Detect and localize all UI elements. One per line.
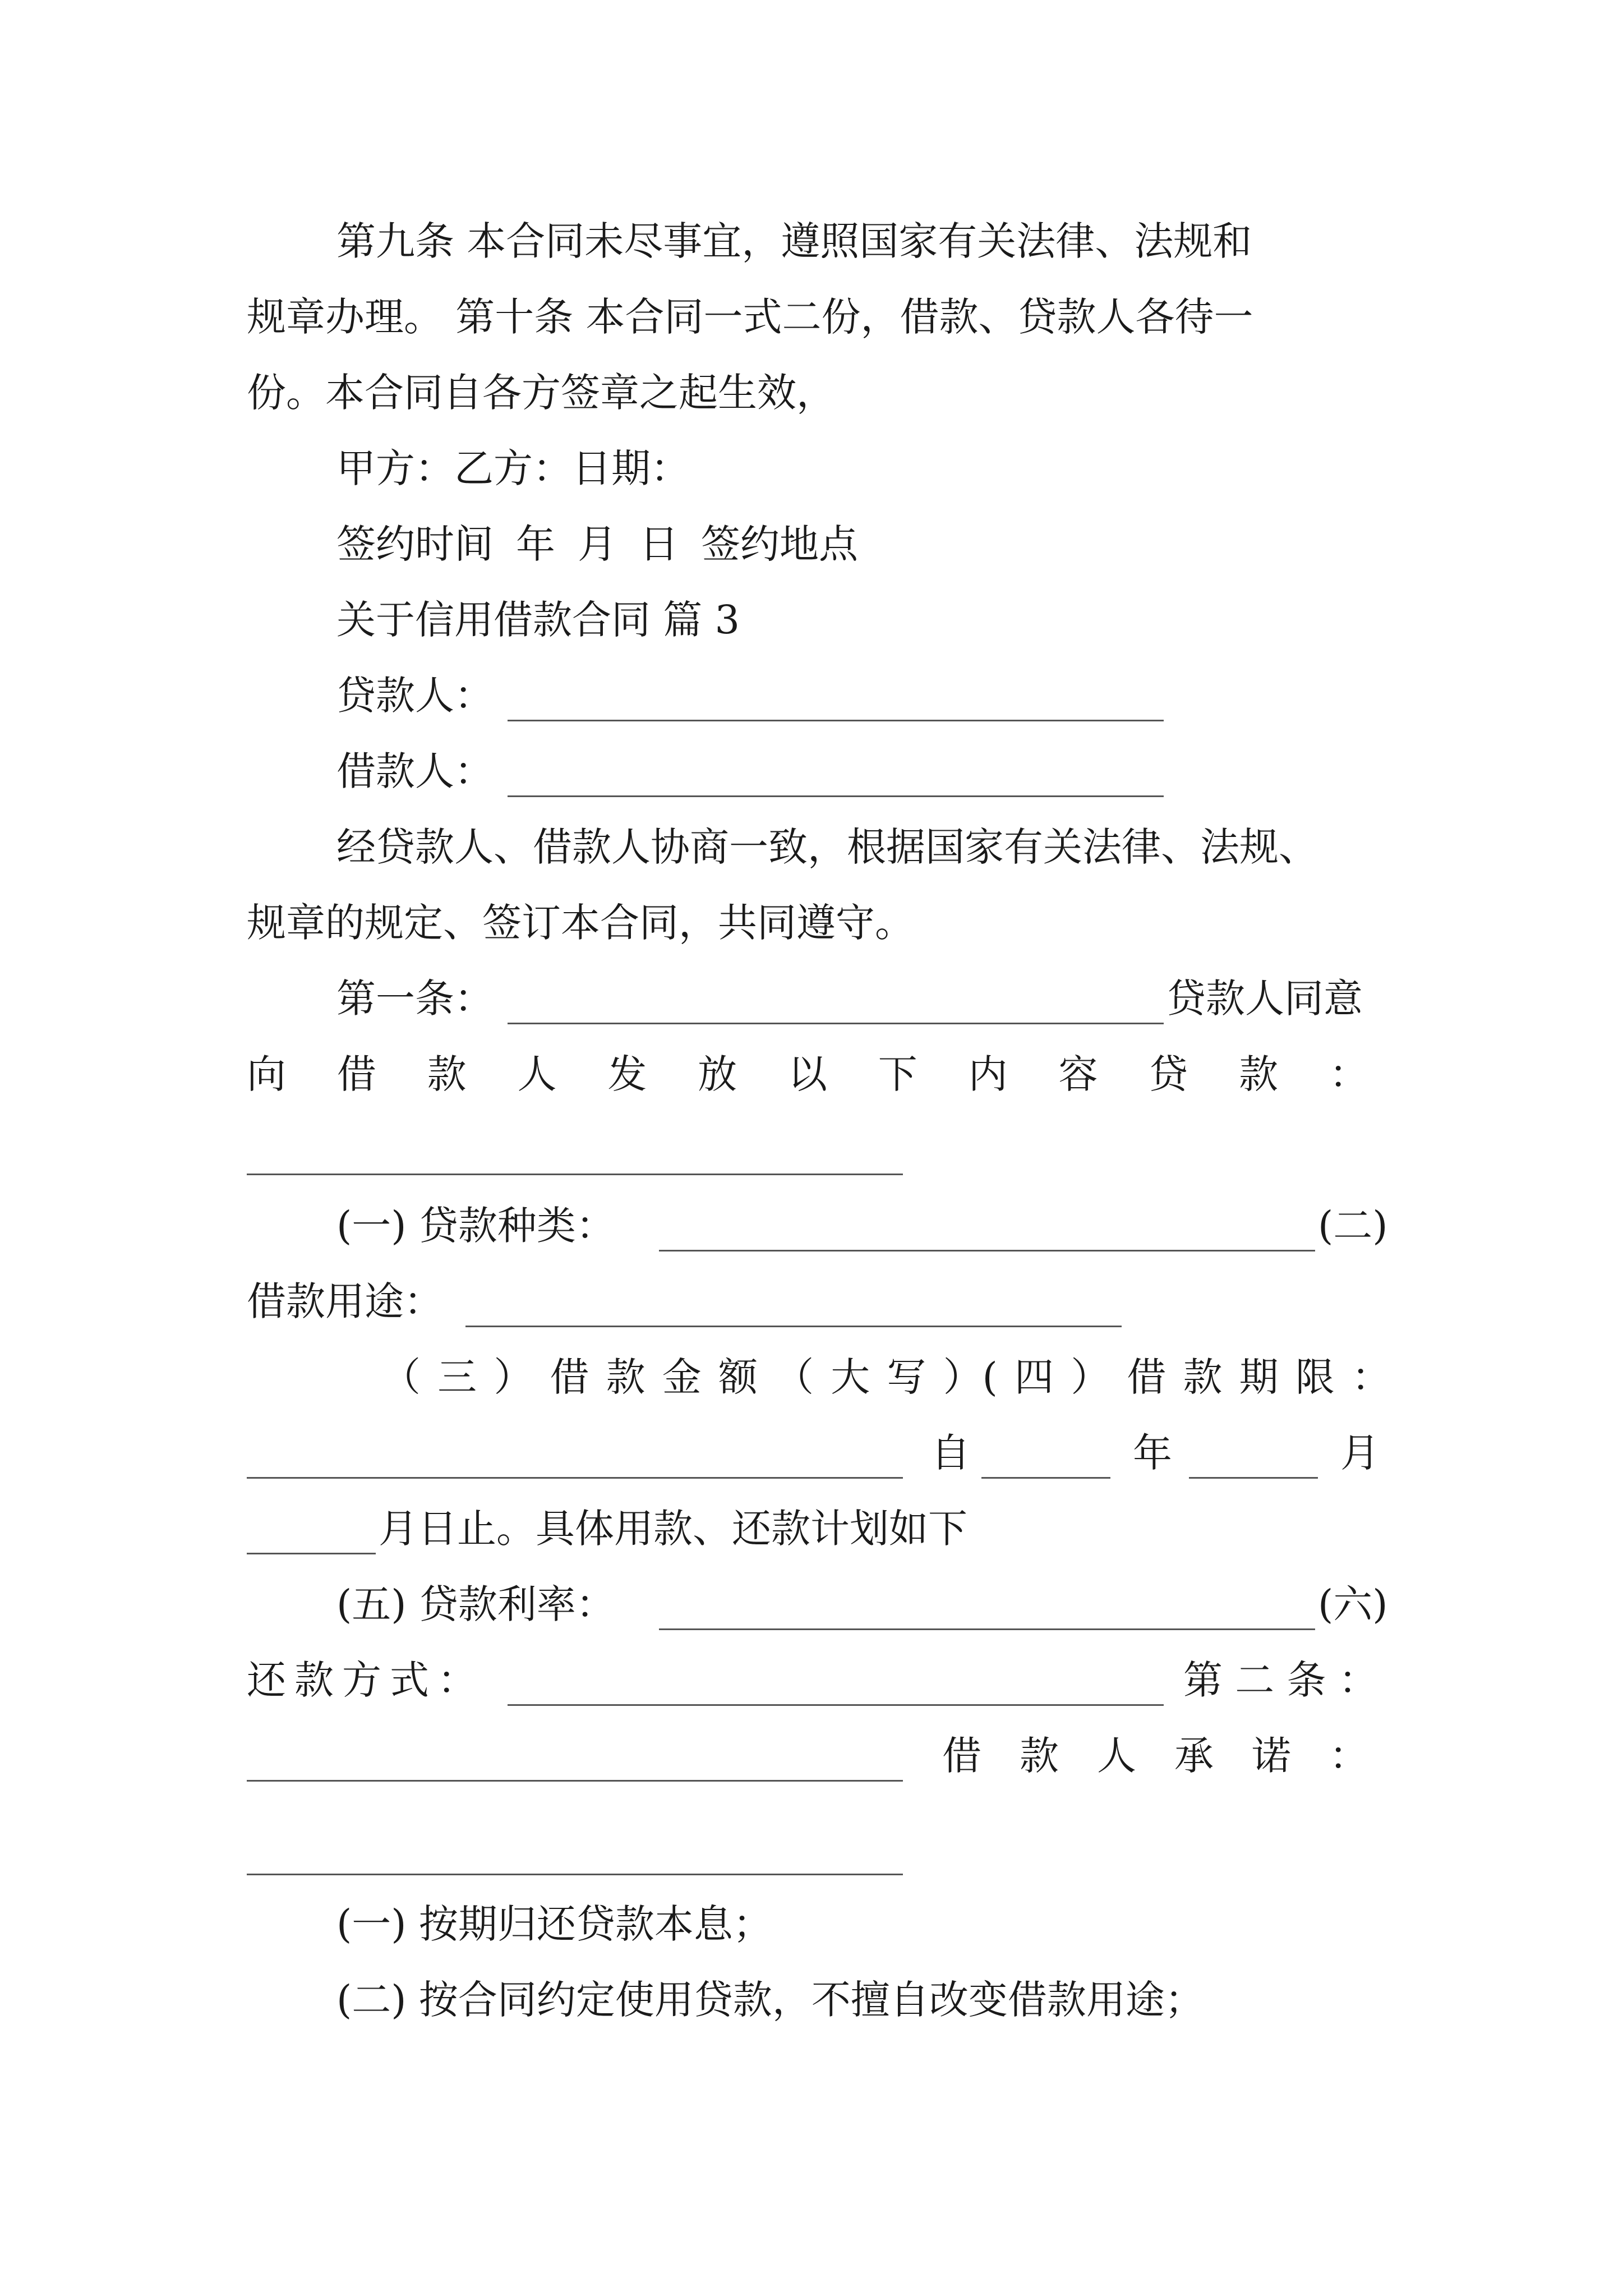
borrower-promise-blank xyxy=(247,1874,903,1875)
repayment-method-char: 还 xyxy=(247,1657,286,1703)
article-1-blank xyxy=(508,1023,1164,1024)
amount-term-char: （ xyxy=(381,1354,421,1400)
borrower-label: 借款人： xyxy=(336,748,494,794)
borrower-promise-char: 借 xyxy=(942,1733,981,1779)
amount-term-char: 限 xyxy=(1295,1354,1335,1400)
repayment-plan-line: 月日止。具体用款、还款计划如下 xyxy=(379,1506,967,1552)
borrower-promise-char: 承 xyxy=(1174,1733,1214,1779)
article-1-suffix: 贷款人同意 xyxy=(1166,976,1363,1022)
loan-content-char: 款 xyxy=(1239,1051,1279,1097)
amount-term-char: 四 xyxy=(1015,1354,1054,1400)
section-heading: 关于信用借款合同 篇 3 xyxy=(336,597,740,643)
repayment-method-char: 款 xyxy=(294,1657,334,1703)
article-2-label: 第 二 条 ： xyxy=(1183,1657,1378,1703)
repayment-method-char: 式 xyxy=(390,1657,429,1703)
loan-content-char: 容 xyxy=(1058,1051,1098,1097)
amount-term-char: 额 xyxy=(718,1354,758,1400)
from-month-blank xyxy=(1189,1477,1318,1479)
amount-term-line xyxy=(381,1346,1391,1408)
amount-term-char: 三 xyxy=(437,1354,477,1400)
borrower-promise-label xyxy=(942,1725,1368,1787)
to-month-blank xyxy=(247,1553,376,1554)
from-year-blank xyxy=(981,1477,1110,1479)
loan-content-char: 发 xyxy=(607,1051,647,1097)
loan-content-blank xyxy=(247,1174,903,1175)
article-1-label: 第一条： xyxy=(336,976,494,1022)
borrower-promise-char: 诺 xyxy=(1252,1733,1291,1779)
article-9-line-1: 第九条 本合同未尽事宜，遵照国家有关法律、法规和 xyxy=(336,218,1252,264)
lender-line xyxy=(336,665,494,726)
article-9-line-2: 规章办理。 第十条 本合同一式二份，借款、贷款人各待一 xyxy=(247,294,1253,340)
promise-item-2: (二) 按合同约定使用贷款，不擅自改变借款用途； xyxy=(336,1977,1204,2023)
loan-purpose-label: 借款用途： xyxy=(247,1278,443,1324)
day-label: 日 xyxy=(639,521,679,567)
signing-place-label: 签约地点 xyxy=(701,521,858,567)
repayment-method-blank xyxy=(508,1704,1164,1706)
loan-content-char: 借 xyxy=(336,1051,376,1097)
borrower-blank xyxy=(508,795,1164,797)
term-month-label: 月 xyxy=(1340,1430,1380,1476)
lender-blank xyxy=(508,720,1164,721)
amount-term-char: 借 xyxy=(550,1354,589,1400)
borrower-promise-char: ： xyxy=(1329,1733,1368,1779)
amount-term-char: ）( xyxy=(943,1354,998,1400)
item-2-marker: (二) xyxy=(1318,1203,1388,1249)
from-label: 自 xyxy=(931,1430,970,1476)
borrower-promise-char: 人 xyxy=(1097,1733,1136,1779)
term-year-label: 年 xyxy=(1133,1430,1172,1476)
loan-content-char: 以 xyxy=(787,1051,827,1097)
loan-type-blank xyxy=(659,1250,1315,1251)
loan-type-line xyxy=(336,1195,615,1257)
loan-content-char: 内 xyxy=(968,1051,1008,1097)
loan-content-char: 向 xyxy=(247,1051,286,1097)
loan-content-line xyxy=(247,1043,1368,1105)
amount-term-char: 借 xyxy=(1127,1354,1166,1400)
loan-content-char: ： xyxy=(1329,1051,1368,1097)
loan-content-char: 人 xyxy=(517,1051,557,1097)
agreement-line-2: 规章的规定、签订本合同，共同遵守。 xyxy=(247,900,914,946)
amount-term-char: ） xyxy=(1071,1354,1110,1400)
article-10-line-3: 份。本合同自各方签章之起生效， xyxy=(247,370,836,416)
agreement-line-1: 经贷款人、借款人协商一致，根据国家有关法律、法规、 xyxy=(336,824,1318,870)
repayment-method-label xyxy=(247,1649,477,1711)
promise-item-1: (一) 按期归还贷款本息； xyxy=(336,1901,772,1947)
amount-term-char: ） xyxy=(494,1354,533,1400)
amount-term-char: ： xyxy=(1351,1354,1391,1400)
loan-content-char: 款 xyxy=(427,1051,467,1097)
amount-term-char: 款 xyxy=(606,1354,645,1400)
article-2-blank xyxy=(247,1780,903,1782)
amount-term-char: 金 xyxy=(662,1354,702,1400)
lender-label: 贷款人： xyxy=(336,673,494,719)
signing-time-label: 签约时间 xyxy=(336,521,494,567)
interest-rate-line xyxy=(336,1573,615,1635)
month-label: 月 xyxy=(578,521,617,567)
loan-type-label: (一) 贷款种类： xyxy=(336,1203,615,1249)
year-label: 年 xyxy=(516,521,555,567)
loan-content-char: 下 xyxy=(878,1051,917,1097)
article-1-line xyxy=(336,968,494,1029)
item-6-marker: (六) xyxy=(1318,1581,1388,1627)
amount-term-char: 期 xyxy=(1239,1354,1279,1400)
amount-term-char: 写 xyxy=(887,1354,926,1400)
amount-term-char: 款 xyxy=(1183,1354,1223,1400)
signatories-line: 甲方：乙方：日期： xyxy=(336,445,690,491)
interest-rate-blank xyxy=(659,1628,1315,1630)
borrower-line xyxy=(336,740,494,802)
loan-purpose-line xyxy=(247,1271,443,1332)
interest-rate-label: (五) 贷款利率： xyxy=(336,1581,615,1627)
amount-term-char: 大 xyxy=(831,1354,870,1400)
loan-purpose-blank xyxy=(465,1326,1122,1327)
repayment-method-char: 方 xyxy=(342,1657,381,1703)
loan-content-char: 放 xyxy=(698,1051,737,1097)
borrower-promise-char: 款 xyxy=(1020,1733,1059,1779)
amount-term-char: （ xyxy=(774,1354,814,1400)
signing-time-place-line xyxy=(336,513,858,575)
amount-blank xyxy=(247,1477,903,1479)
repayment-method-char: ： xyxy=(437,1657,477,1703)
loan-content-char: 贷 xyxy=(1149,1051,1188,1097)
